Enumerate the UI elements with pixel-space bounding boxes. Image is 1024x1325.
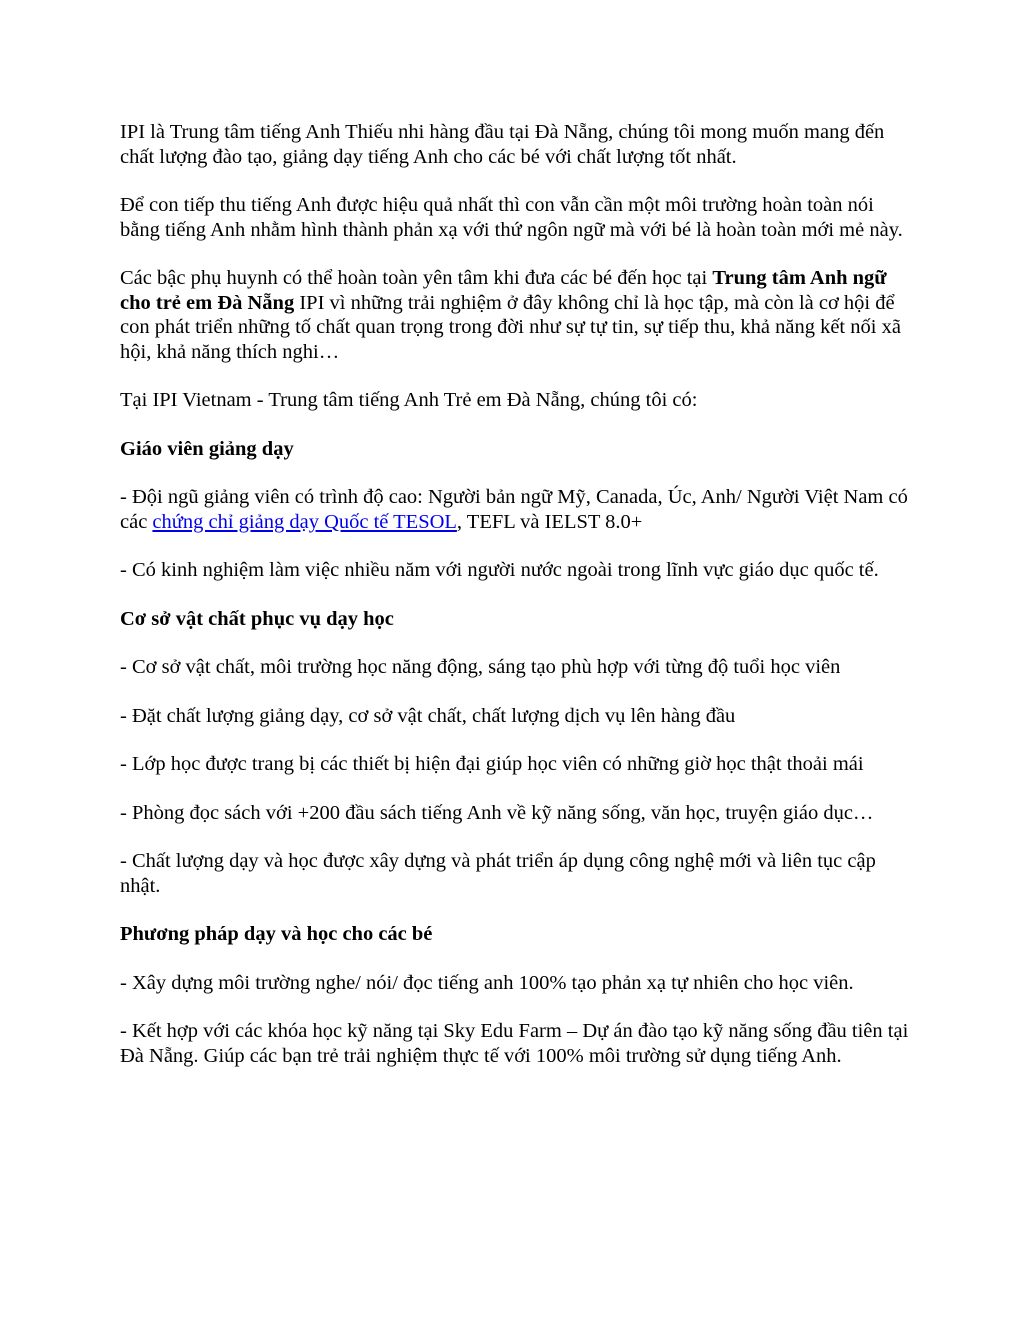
facilities-item-4: - Phòng đọc sách với +200 đầu sách tiếng Anh về kỹ năng sống, văn học, truyện giáo dục…: [120, 801, 874, 824]
intro-paragraph-2: Để con tiếp thu tiếng Anh được hiệu quả nhất thì con vẫn cần một môi trường hoàn toàn nói bằng tiếng Anh nhằm hình thành phản xạ với thứ ngôn ngữ mà với bé là hoàn toàn mới mẻ này.: [120, 194, 903, 241]
document-page: [120, 120, 910, 1092]
section-heading-teachers: Giáo viên giảng dạy: [120, 437, 294, 460]
teachers-item-1-text: - Đội ngũ giảng viên có trình độ cao: Người bản ngữ Mỹ, Canada, Úc, Anh/ Người Việt Nam có các: [120, 486, 908, 533]
section-heading-methods: Phương pháp dạy và học cho các bé: [120, 923, 433, 945]
facilities-item-2: - Đặt chất lượng giảng dạy, cơ sở vật chất, chất lượng dịch vụ lên hàng đầu: [120, 704, 736, 727]
teachers-item-1-tail: , TEFL và IELST 8.0+: [456, 510, 643, 533]
intro-paragraph-3-bold: Trung tâm Anh ngữ cho trẻ em Đà Nẵng: [120, 267, 887, 314]
intro-paragraph-1: IPI là Trung tâm tiếng Anh Thiếu nhi hàng đầu tại Đà Nẵng, chúng tôi mong muốn mang đến chất lượng đào tạo, giảng dạy tiếng Anh cho các bé với chất lượng tốt nhất.: [120, 121, 885, 168]
facilities-item-1: - Cơ sở vật chất, môi trường học năng động, sáng tạo phù hợp với từng độ tuổi học viên: [120, 656, 841, 678]
intro-paragraph-3: [120, 266, 910, 364]
teachers-item-1: [120, 485, 910, 534]
methods-item-1: - Xây dựng môi trường nghe/ nói/ đọc tiếng anh 100% tạo phản xạ tự nhiên cho học viên.: [120, 971, 854, 994]
intro-paragraph-3-start: Các bậc phụ huynh có thể hoàn toàn yên tâm khi đưa các bé đến học tại: [120, 267, 713, 289]
section-heading-facilities: Cơ sở vật chất phục vụ dạy học: [120, 607, 394, 630]
facilities-item-3: - Lớp học được trang bị các thiết bị hiện đại giúp học viên có những giờ học thật thoải mái: [120, 753, 864, 775]
intro-paragraph-3-end: IPI vì những trải nghiệm ở đây không chỉ là học tập, mà còn là cơ hội để con phát triển những tố chất quan trọng trong đời như sự tự tin, sự tiếp thu, khả năng kết nối xã hội, khả năng thích nghi…: [120, 291, 901, 363]
teachers-item-2: - Có kinh nghiệm làm việc nhiều năm với người nước ngoài trong lĩnh vực giáo dục quốc tế.: [120, 559, 879, 581]
intro-paragraph-4: Tại IPI Vietnam - Trung tâm tiếng Anh Trẻ em Đà Nẵng, chúng tôi có:: [120, 389, 698, 411]
tesol-certificate-link[interactable]: chứng chỉ giảng dạy Quốc tế TESOL: [152, 510, 457, 533]
facilities-item-5: - Chất lượng dạy và học được xây dựng và phát triển áp dụng công nghệ mới và liên tục cập nhật.: [120, 850, 876, 897]
methods-item-2: - Kết hợp với các khóa học kỹ năng tại Sky Edu Farm – Dự án đào tạo kỹ năng sống đầu tiên tại Đà Nẵng. Giúp các bạn trẻ trải nghiệm thực tế với 100% môi trường sử dụng tiếng Anh.: [120, 1020, 909, 1067]
